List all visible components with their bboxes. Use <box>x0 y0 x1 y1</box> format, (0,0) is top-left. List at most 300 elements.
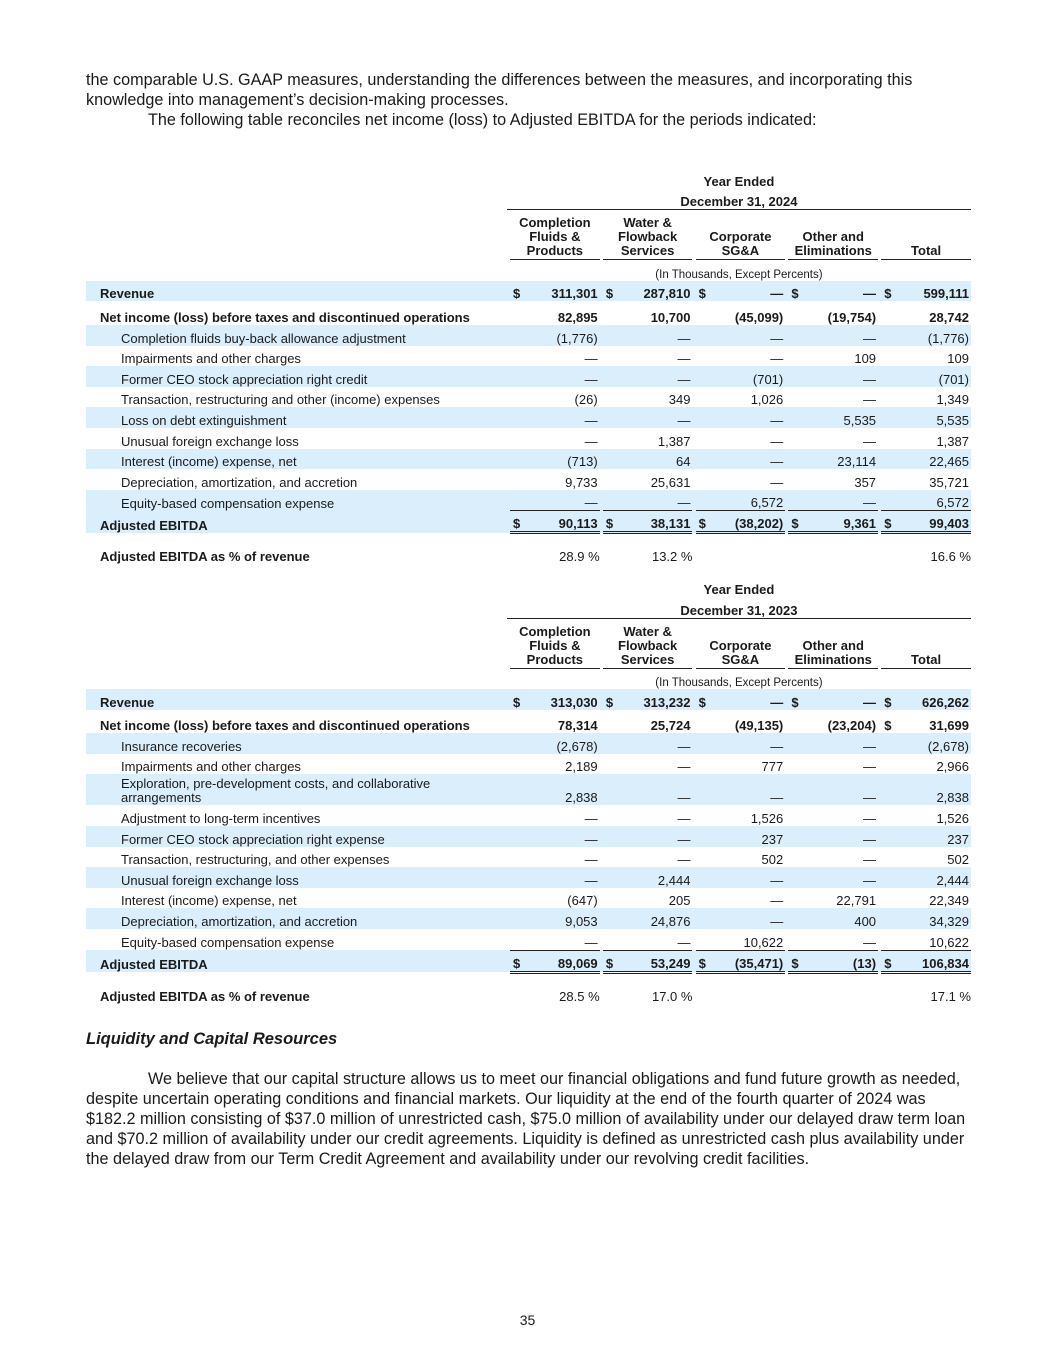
column-header-c4 <box>788 210 878 260</box>
currency-symbol <box>788 826 799 847</box>
cell-c1: (647) <box>567 893 598 909</box>
cell-c5: 35,721 <box>929 474 969 490</box>
cell-c4: — <box>863 934 877 950</box>
currency-symbol <box>696 490 707 511</box>
adjustment-row <box>86 733 971 754</box>
column-header-line: Products <box>526 243 583 259</box>
currency-symbol <box>881 428 892 449</box>
cell-c1: — <box>521 407 600 428</box>
cell-c2: 24,876 <box>613 908 692 929</box>
row-label: Adjusted EBITDA <box>86 950 507 972</box>
currency-symbol <box>881 867 892 888</box>
cell-c3: — <box>706 774 785 805</box>
row-label: Revenue <box>86 281 507 302</box>
ebitda-percent-row <box>86 972 971 1004</box>
currency-symbol <box>696 301 707 325</box>
adjustment-row <box>86 325 971 346</box>
currency-symbol <box>696 710 707 734</box>
currency-symbol: $ <box>884 718 892 734</box>
cell-c4: — <box>799 867 878 888</box>
cell-c4 <box>799 533 878 565</box>
adjustment-row <box>86 346 971 367</box>
cell-c2: — <box>613 407 692 428</box>
column-header-c5 <box>881 210 971 260</box>
cell-c4: (23,204) <box>827 718 877 734</box>
page-number: 35 <box>519 1312 536 1328</box>
cell-c5: 1,387 <box>936 433 969 449</box>
currency-symbol <box>881 490 892 511</box>
cell-c1: 28.9 % <box>559 549 600 565</box>
currency-symbol <box>603 754 614 775</box>
currency-symbol <box>696 805 707 826</box>
cell-c3: (45,099) <box>734 309 784 325</box>
cell-c5: 502 <box>947 852 969 868</box>
cell-c2: — <box>677 351 691 367</box>
currency-symbol <box>788 805 799 826</box>
currency-symbol <box>510 428 521 449</box>
cell-c1: 2,838 <box>521 774 600 805</box>
column-header-line: Services <box>620 243 675 259</box>
cell-c1: — <box>584 934 598 950</box>
cell-c3: (49,135) <box>734 718 784 734</box>
currency-symbol: $ <box>881 950 892 972</box>
cell-c2: 2,444 <box>613 867 692 888</box>
cell-c3: 237 <box>706 826 785 847</box>
cell-c3: 1,526 <box>750 811 784 827</box>
row-label: Interest (income) expense, net <box>121 893 297 909</box>
currency-symbol <box>603 387 614 408</box>
cell-c5: 16.6 % <box>930 549 971 565</box>
cell-c3: (701) <box>706 366 785 387</box>
cell-c3 <box>706 533 785 565</box>
currency-symbol: $ <box>696 689 707 710</box>
cell-c5: 5,535 <box>892 407 971 428</box>
cell-c4: — <box>799 774 878 805</box>
cell-c3: — <box>706 867 785 888</box>
column-header-c5 <box>881 618 971 668</box>
currency-symbol <box>510 733 521 754</box>
cell-c4: (13) <box>799 950 878 972</box>
currency-symbol <box>881 469 892 490</box>
units-note: (In Thousands, Except Percents) <box>655 268 823 281</box>
cell-c4: 22,791 <box>836 893 877 909</box>
currency-symbol <box>603 826 614 847</box>
financial-table <box>86 168 971 564</box>
column-header-line: Other and <box>802 637 864 653</box>
currency-symbol <box>510 533 521 565</box>
cell-c4: — <box>799 689 878 710</box>
currency-symbol: $ <box>696 281 707 302</box>
currency-symbol: $ <box>510 511 521 533</box>
currency-symbol <box>603 774 614 805</box>
column-header-line: Water & <box>623 623 672 639</box>
adjustment-row <box>86 867 971 888</box>
currency-symbol <box>510 469 521 490</box>
cell-c3: — <box>706 281 785 302</box>
currency-symbol: $ <box>603 689 614 710</box>
row-label: Adjustment to long-term incentives <box>121 811 321 827</box>
adjustment-row <box>86 490 971 511</box>
cell-c1: 9,733 <box>565 474 598 490</box>
currency-symbol <box>788 490 799 511</box>
currency-symbol <box>510 710 521 734</box>
column-header-line: Flowback <box>618 229 678 245</box>
cell-c3: — <box>770 433 784 449</box>
currency-symbol <box>696 366 707 387</box>
currency-symbol <box>788 428 799 449</box>
cell-c1: 311,301 <box>521 281 600 302</box>
cell-c4: — <box>863 392 877 408</box>
cell-c2: 25,724 <box>650 718 691 734</box>
currency-symbol <box>510 490 521 511</box>
period-heading: December 31, 2023 <box>507 597 971 618</box>
cell-c3: 777 <box>761 759 784 775</box>
revenue-row <box>86 281 971 302</box>
currency-symbol: $ <box>788 689 799 710</box>
row-label: Adjusted EBITDA as % of revenue <box>100 988 310 1004</box>
cell-c4: — <box>863 759 877 775</box>
column-header-line: Fluids & <box>529 229 581 245</box>
currency-symbol <box>510 867 521 888</box>
currency-symbol: $ <box>603 950 614 972</box>
cell-c2: — <box>677 852 691 868</box>
cell-c5: (2,678) <box>892 733 971 754</box>
cell-c5: 17.1 % <box>930 988 971 1004</box>
currency-symbol <box>603 469 614 490</box>
currency-symbol <box>603 888 614 909</box>
cell-c5: 2,838 <box>892 774 971 805</box>
cell-c4: 357 <box>854 474 877 490</box>
cell-c3: (38,202) <box>706 511 785 533</box>
currency-symbol: $ <box>788 281 799 302</box>
currency-symbol <box>696 774 707 805</box>
currency-symbol <box>696 325 707 346</box>
cell-c5: 109 <box>947 351 969 367</box>
cell-c5: (1,776) <box>892 325 971 346</box>
cell-c2: 205 <box>668 893 691 909</box>
column-header-line: Total <box>911 651 942 667</box>
cell-c1: (1,776) <box>521 325 600 346</box>
currency-symbol <box>603 346 614 367</box>
cell-c4: 23,114 <box>799 449 878 470</box>
row-label: Equity-based compensation expense <box>121 935 335 951</box>
cell-c1: — <box>521 867 600 888</box>
currency-symbol: $ <box>696 950 707 972</box>
cell-c5: 1,526 <box>936 811 969 827</box>
cell-c3: — <box>706 407 785 428</box>
currency-symbol <box>788 710 799 734</box>
currency-symbol <box>603 867 614 888</box>
cell-c1: — <box>584 433 598 449</box>
cell-c3: — <box>706 689 785 710</box>
currency-symbol <box>510 972 521 1004</box>
row-label: Unusual foreign exchange loss <box>86 867 507 888</box>
cell-c3: — <box>706 733 785 754</box>
cell-c5: 2,444 <box>892 867 971 888</box>
cell-c5: 237 <box>892 826 971 847</box>
column-header-c2 <box>603 210 693 260</box>
adjustment-row <box>86 407 971 428</box>
row-label: Depreciation, amortization, and accretion <box>121 474 358 490</box>
currency-symbol <box>696 449 707 470</box>
cell-c5: 106,834 <box>892 950 971 972</box>
cell-c1: 90,113 <box>521 511 600 533</box>
column-header-line: Eliminations <box>794 243 872 259</box>
cell-c5: (701) <box>892 366 971 387</box>
cell-c3: — <box>770 893 784 909</box>
row-label: Exploration, pre-development costs, and collaborative arrangements <box>86 774 507 805</box>
currency-symbol <box>510 805 521 826</box>
currency-symbol <box>603 490 614 511</box>
currency-symbol <box>881 805 892 826</box>
cell-c2: 64 <box>613 449 692 470</box>
currency-symbol <box>510 847 521 868</box>
currency-symbol <box>603 301 614 325</box>
currency-symbol <box>881 366 892 387</box>
currency-symbol <box>696 754 707 775</box>
currency-symbol <box>788 469 799 490</box>
cell-c3: — <box>706 325 785 346</box>
currency-symbol <box>510 754 521 775</box>
currency-symbol <box>881 929 892 950</box>
cell-c3: — <box>706 908 785 929</box>
cell-c1: — <box>521 490 600 511</box>
cell-c2: — <box>613 774 692 805</box>
units-note: (In Thousands, Except Percents) <box>655 677 823 690</box>
currency-symbol <box>696 407 707 428</box>
currency-symbol: $ <box>696 511 707 533</box>
currency-symbol <box>881 346 892 367</box>
adjustment-row <box>86 754 971 775</box>
net-income-row <box>86 301 971 325</box>
cell-c3: 10,622 <box>743 934 784 950</box>
cell-c2: 17.0 % <box>651 988 693 1004</box>
currency-symbol <box>510 366 521 387</box>
row-label: Net income (loss) before taxes and discontinued operations <box>100 309 470 325</box>
currency-symbol <box>788 407 799 428</box>
currency-symbol <box>696 888 707 909</box>
row-label: Former CEO stock appreciation right expense <box>86 826 507 847</box>
currency-symbol <box>788 533 799 565</box>
currency-symbol <box>881 533 892 565</box>
cell-c4: — <box>799 366 878 387</box>
row-label: Loss on debt extinguishment <box>86 407 507 428</box>
adjustment-row <box>86 805 971 826</box>
currency-symbol <box>696 929 707 950</box>
cell-c5: 31,699 <box>929 718 969 734</box>
cell-c4: 109 <box>854 351 877 367</box>
cell-c2: 1,387 <box>657 433 691 449</box>
currency-symbol <box>603 533 614 565</box>
cell-c4: — <box>799 733 878 754</box>
currency-symbol <box>881 847 892 868</box>
currency-symbol <box>881 908 892 929</box>
currency-symbol <box>788 847 799 868</box>
column-header-line: Flowback <box>618 637 678 653</box>
cell-c1: 89,069 <box>521 950 600 972</box>
currency-symbol: $ <box>881 511 892 533</box>
currency-symbol <box>696 867 707 888</box>
currency-symbol: $ <box>603 511 614 533</box>
cell-c5: 6,572 <box>892 490 971 511</box>
adjustment-row <box>86 469 971 490</box>
cell-c5: 99,403 <box>892 511 971 533</box>
currency-symbol <box>788 449 799 470</box>
currency-symbol <box>881 972 892 1004</box>
cell-c1: 78,314 <box>557 718 598 734</box>
cell-c4: — <box>863 811 877 827</box>
currency-symbol <box>788 346 799 367</box>
cell-c1: (713) <box>521 449 600 470</box>
cell-c2: 287,810 <box>613 281 692 302</box>
row-label: Adjusted EBITDA as % of revenue <box>100 549 310 565</box>
column-header-line: Services <box>620 651 675 667</box>
currency-symbol <box>603 908 614 929</box>
currency-symbol <box>881 407 892 428</box>
cell-c4: 5,535 <box>799 407 878 428</box>
currency-symbol <box>603 325 614 346</box>
currency-symbol <box>881 888 892 909</box>
currency-symbol <box>788 733 799 754</box>
currency-symbol <box>696 387 707 408</box>
cell-c1: 2,189 <box>565 759 598 775</box>
column-header-c4 <box>788 618 878 668</box>
adjustment-row <box>86 847 971 868</box>
currency-symbol <box>788 366 799 387</box>
currency-symbol <box>510 449 521 470</box>
cell-c4: — <box>863 852 877 868</box>
adjustment-row <box>86 387 971 408</box>
currency-symbol <box>881 733 892 754</box>
column-header-line: Fluids & <box>529 637 581 653</box>
currency-symbol <box>510 826 521 847</box>
row-label: Insurance recoveries <box>86 733 507 754</box>
cell-c3: 1,026 <box>750 392 784 408</box>
currency-symbol <box>881 325 892 346</box>
currency-symbol <box>696 972 707 1004</box>
currency-symbol <box>510 774 521 805</box>
adjustment-row <box>86 366 971 387</box>
currency-symbol: $ <box>881 281 892 302</box>
cell-c2: — <box>677 811 691 827</box>
column-header-line: Total <box>911 243 942 259</box>
cell-c5: 599,111 <box>892 281 971 302</box>
adjustment-row <box>86 908 971 929</box>
cell-c2: 38,131 <box>613 511 692 533</box>
currency-symbol: $ <box>603 281 614 302</box>
currency-symbol <box>881 826 892 847</box>
currency-symbol <box>881 449 892 470</box>
column-header-c2 <box>603 618 693 668</box>
cell-c3: — <box>706 449 785 470</box>
column-header-line: SG&A <box>721 243 760 259</box>
cell-c3 <box>706 972 785 1004</box>
row-label: Transaction, restructuring and other (income) expenses <box>121 392 440 408</box>
currency-symbol <box>696 908 707 929</box>
cell-c1: (26) <box>574 392 598 408</box>
adjusted-ebitda-row <box>86 950 971 972</box>
column-header-c1 <box>510 618 600 668</box>
net-income-row <box>86 710 971 734</box>
column-header-line: Products <box>526 651 583 667</box>
currency-symbol <box>510 888 521 909</box>
currency-symbol <box>696 733 707 754</box>
cell-c5: 22,349 <box>929 893 969 909</box>
cell-c4: — <box>799 281 878 302</box>
currency-symbol <box>510 387 521 408</box>
currency-symbol <box>603 847 614 868</box>
cell-c1: — <box>584 351 598 367</box>
cell-c2: — <box>613 366 692 387</box>
column-header-line: Eliminations <box>794 651 872 667</box>
currency-symbol <box>881 754 892 775</box>
currency-symbol <box>696 847 707 868</box>
currency-symbol: $ <box>788 511 799 533</box>
cell-c4: (19,754) <box>827 309 877 325</box>
column-header-c1 <box>510 210 600 260</box>
currency-symbol <box>603 366 614 387</box>
cell-c4: — <box>799 490 878 511</box>
currency-symbol <box>603 805 614 826</box>
currency-symbol: $ <box>510 281 521 302</box>
currency-symbol <box>881 774 892 805</box>
row-label: Former CEO stock appreciation right credit <box>86 366 507 387</box>
cell-c3: 502 <box>761 852 784 868</box>
column-header-line: Completion <box>519 623 591 639</box>
cell-c5: 1,349 <box>936 392 969 408</box>
currency-symbol: $ <box>881 689 892 710</box>
adjusted-ebitda-row <box>86 511 971 533</box>
adjustment-row <box>86 428 971 449</box>
row-label: Completion fluids buy-back allowance adjustment <box>86 325 507 346</box>
column-header-c3 <box>696 618 786 668</box>
row-label: Unusual foreign exchange loss <box>121 433 299 449</box>
currency-symbol <box>510 908 521 929</box>
cell-c1: — <box>521 366 600 387</box>
financial-table <box>86 576 971 1003</box>
cell-c2: — <box>613 826 692 847</box>
cell-c3: — <box>770 474 784 490</box>
currency-symbol <box>788 867 799 888</box>
cell-c5: 2,966 <box>936 759 969 775</box>
cell-c3: — <box>770 351 784 367</box>
ebitda-table-2024 <box>86 168 969 564</box>
cell-c2: — <box>613 325 692 346</box>
period-heading: December 31, 2024 <box>507 189 971 210</box>
intro-paragraph: the comparable U.S. GAAP measures, understanding the differences between the measures, and incorporating this knowledge into management’s decision-making processes. <box>86 71 913 109</box>
cell-c4: — <box>799 325 878 346</box>
currency-symbol <box>510 346 521 367</box>
cell-c1: (2,678) <box>521 733 600 754</box>
cell-c1: — <box>584 852 598 868</box>
currency-symbol <box>788 908 799 929</box>
currency-symbol <box>603 449 614 470</box>
cell-c4: 9,361 <box>799 511 878 533</box>
currency-symbol: $ <box>510 689 521 710</box>
cell-c5: 28,742 <box>929 309 969 325</box>
ebitda-percent-row <box>86 533 971 565</box>
cell-c5: 626,262 <box>892 689 971 710</box>
cell-c1: — <box>521 826 600 847</box>
cell-c4 <box>799 972 878 1004</box>
currency-symbol <box>510 929 521 950</box>
section-heading-liquidity: Liquidity and Capital Resources <box>86 1029 338 1048</box>
cell-c2: 25,631 <box>650 474 691 490</box>
year-ended-heading: Year Ended <box>703 581 775 597</box>
liquidity-paragraph: We believe that our capital structure allows us to meet our financial obligations and fund future growth as needed, despite uncertain operating conditions and financial markets. Our liquidity at the end of the fourth quarter of 2024 was $182.2 million consisting of $37.0 million of unrestricted cash, $75.0 million of availability under our delayed draw term loan and $70.2 million of availability under our credit agreements. Liquidity is defined as unrestricted cash plus availability under the delayed draw from our Term Credit Agreement and availability under our revolving credit facilities. <box>86 1069 966 1168</box>
currency-symbol <box>788 774 799 805</box>
currency-symbol <box>788 325 799 346</box>
